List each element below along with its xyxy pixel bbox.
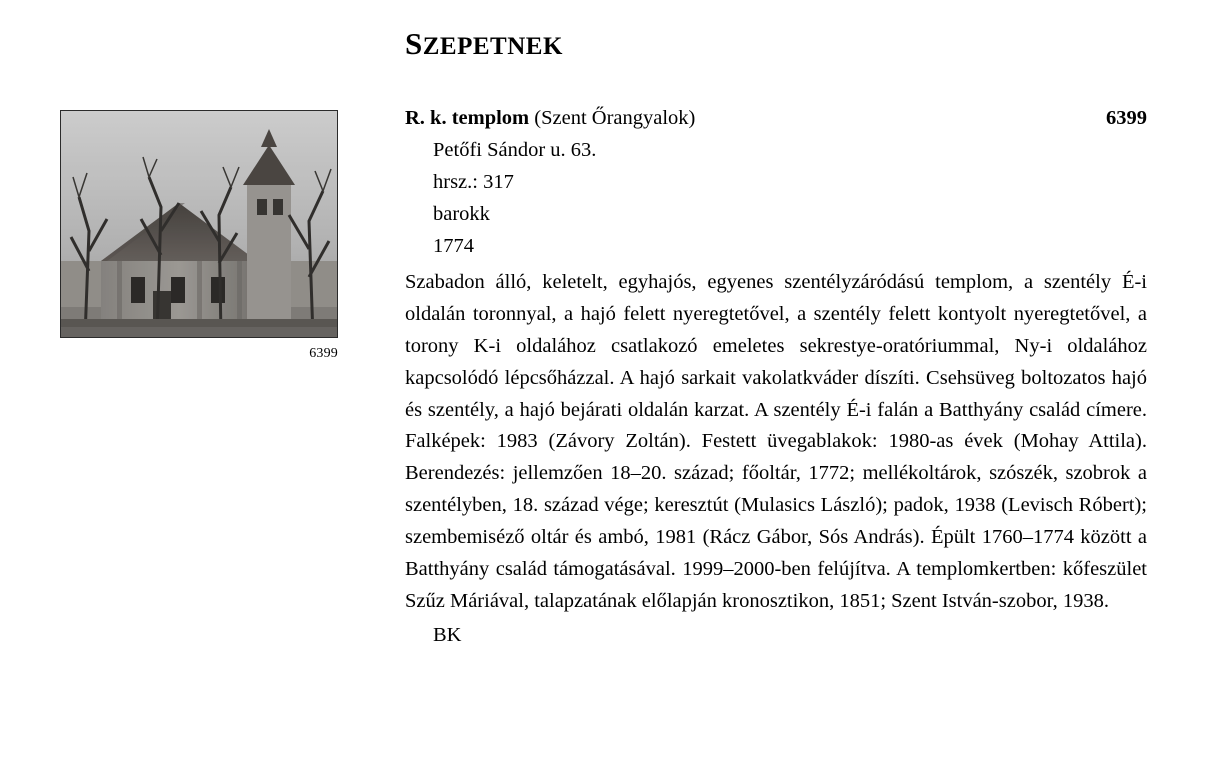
church-photo-graphic <box>61 111 337 337</box>
entry-title-line <box>405 103 695 135</box>
entry-reference-number: 6399 <box>1106 107 1147 129</box>
entry-address: Petőfi Sándor u. 63. <box>433 138 597 161</box>
figure-church-photo <box>60 110 338 362</box>
entry-header <box>405 103 1147 135</box>
entry-year: 1774 <box>433 234 474 257</box>
entry-style: barokk <box>433 202 490 225</box>
entry-content <box>405 28 1147 652</box>
page-title-initial: S <box>405 26 423 61</box>
figure-caption: 6399 <box>309 346 338 361</box>
page-title <box>405 28 1147 59</box>
entry-name: R. k. templom <box>405 107 530 129</box>
page-title-rest: ZEPETNEK <box>422 33 563 60</box>
entry-parcel-number: hrsz.: 317 <box>433 170 514 193</box>
entry-author-initials: BK <box>433 624 462 647</box>
entry-description-text: Szabadon álló, keletelt, egyhajós, egyenes szentélyzáródású templom, a szentély É-i oldalán toronnyal, a hajó felett nyeregtetővel, a szentély felett kontyolt nyeregtetővel, a torony K-i oldalához csatlakozó emeletes sekrestye-oratóriummal, Ny-i oldalához kapcsolódó lépcsőházzal. A hajó sarkait vakolatkváder díszíti. Csehsüveg boltozatos hajó és szentély, a hajó bejárati oldalán karzat. A szentély É-i falán a Batthyány család címere. Falképek: 1983 (Závory Zoltán). Festett üvegablakok: 1980-as évek (Mohay Attila). Berendezés: jellemzően 18–20. század; főoltár, 1772; mellékoltárok, szószék, szobrok a szentélyben, 18. század vége; keresztút (Mulasics László); padok, 1938 (Levisch Róbert); szembemiséző oltár és ambó, 1981 (Rácz Gábor, Sós András). Épült 1760–1774 között a Batthyány család támogatásával. 1999–2000-ben felújítva. A templomkertben: kőfeszület Szűz Máriával, talapzatának előlapján kronosztikon, 1851; Szent István-szobor, 1938. <box>405 270 1147 613</box>
entry-description <box>405 267 1147 619</box>
entry-metadata <box>433 135 1147 263</box>
church-photo-image <box>60 110 338 338</box>
entry-qualifier: (Szent Őrangyalok) <box>534 107 696 129</box>
